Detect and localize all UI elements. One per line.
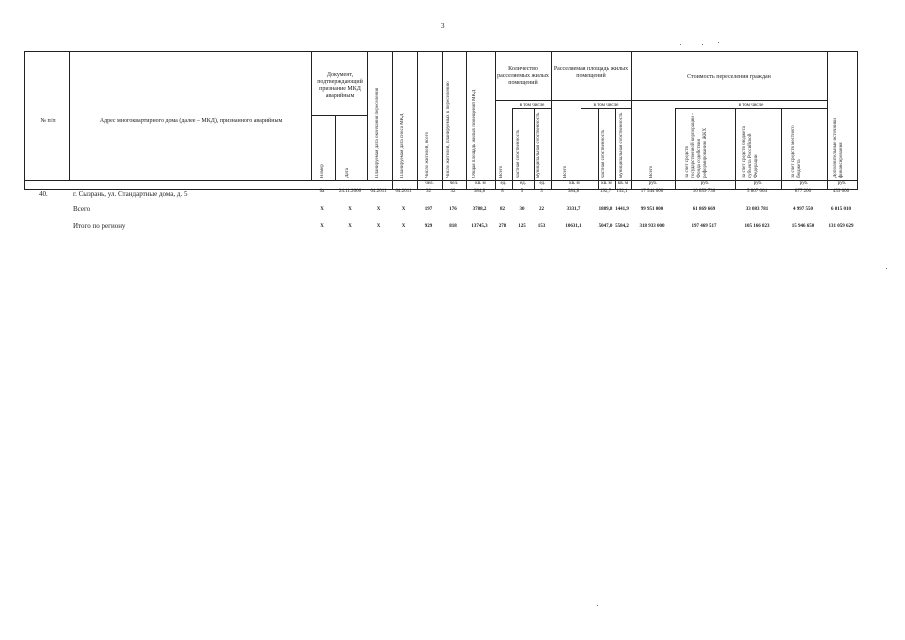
cost-local-header: за счет средств местного бюджета — [791, 125, 802, 178]
unit-cost-region: руб. — [753, 181, 763, 186]
doc-number-header: Номер — [320, 164, 325, 178]
row-address: Итого по региону — [73, 222, 126, 230]
row-res-planned: 818 — [449, 224, 457, 229]
row-area-total: 3331,7 — [566, 207, 581, 212]
document-group-header: Документ, подтверждающий признание МКД аварийным — [317, 72, 363, 99]
row-doc-date: X — [348, 207, 352, 212]
row-rooms-total: 8 — [501, 189, 504, 194]
row-rooms-private: 5 — [520, 189, 524, 194]
row-cost-fund: 61 869 669 — [692, 207, 716, 212]
unit-cost-additional: руб. — [837, 181, 847, 186]
row-area-private: 192,7 — [599, 189, 612, 194]
row-res-planned: 176 — [449, 207, 457, 212]
scan-speck — [680, 44, 681, 45]
row-doc-number: X — [320, 207, 324, 212]
unit-total-area: кв. м — [475, 181, 486, 186]
unit-cost-local: руб. — [799, 181, 809, 186]
row-area-total: 10631,1 — [565, 224, 582, 229]
row-res-total: 929 — [424, 224, 433, 229]
row-demolition: X — [401, 224, 406, 229]
unit-area-private: кв. м — [601, 181, 612, 186]
row-doc-number: 6а — [319, 189, 325, 194]
row-res-planned: 32 — [450, 189, 456, 194]
cost-fund-header: за счет средств государственной корпорации - Фонда содействия реформированию ЖКХ — [685, 113, 708, 178]
row-rooms-total: 82 — [500, 207, 505, 212]
row-resettle-end: X — [376, 207, 381, 212]
row-cost-fund: 197 469 517 — [691, 224, 717, 229]
row-area-mkd: 3788,2 — [472, 207, 487, 212]
cost-group-header: Стоимость переселения граждан — [687, 74, 771, 80]
area-including-header: в том числе — [593, 103, 619, 108]
rooms-municipal-header: муниципальная собственность — [536, 112, 541, 178]
row-demolition: 04.2011 — [395, 189, 412, 194]
table-row — [24, 190, 869, 200]
header-table — [24, 51, 858, 181]
row-cost-total: 318 933 000 — [639, 224, 665, 229]
row-number: 40. — [39, 190, 48, 198]
table-row-grand-total — [24, 222, 869, 232]
resettle-end-header: Планируемая дата окончания переселения — [375, 87, 380, 178]
row-rooms-total: 278 — [498, 224, 507, 229]
row-area-municipal: 5584,2 — [615, 224, 629, 229]
row-cost-local: 4 997 550 — [793, 207, 813, 212]
row-doc-number: X — [320, 224, 324, 229]
unit-area-municipal: кв. м — [617, 181, 629, 186]
row-demolition: X — [401, 207, 406, 212]
row-area-private: 5047,0 — [598, 224, 613, 229]
row-cost-local: 15 946 650 — [791, 224, 815, 229]
cost-additional-header: Дополнительные источники финансирования — [833, 118, 844, 178]
row-area-mkd: 13745,3 — [471, 224, 488, 229]
row-cost-local: 877 200 — [794, 189, 812, 194]
rooms-including-header: в том числе — [519, 103, 545, 108]
row-cost-fund: 10 859 736 — [692, 189, 716, 194]
scan-speck — [718, 42, 719, 43]
cost-including-header: в том числе — [738, 103, 764, 108]
scan-speck — [702, 44, 703, 45]
unit-rooms-municipal: ед. — [539, 181, 546, 186]
unit-residents-total: чел. — [425, 181, 434, 186]
row-cost-additional: 459 000 — [832, 189, 850, 194]
total-area-header: Общая площадь жилых помещений МКД — [472, 89, 477, 178]
unit-residents-planned: чел. — [449, 181, 459, 186]
col-address-header: Адрес многоквартирного дома (далее – МКД), признанного аварийным — [99, 118, 283, 124]
row-cost-total: 17 544 000 — [640, 189, 664, 194]
cost-total-header: Всего — [649, 165, 654, 178]
area-group-header: Расселяемая площадь жилых помещений — [553, 66, 629, 79]
row-area-total: 384,8 — [567, 189, 580, 194]
cost-region-header: за счет средств бюджета субъекта Российской Федерации — [742, 126, 759, 178]
row-area-private: 1889,8 — [598, 207, 613, 212]
row-cost-additional: 6 015 010 — [831, 207, 851, 212]
scan-speck — [597, 605, 598, 606]
row-doc-date: 24.11.2006 — [338, 189, 362, 194]
area-private-header: частная собственность — [601, 129, 606, 178]
rooms-total-header: Всего — [499, 165, 504, 178]
table-row-total — [24, 205, 869, 215]
row-resettle-end: 04.2011 — [370, 189, 387, 194]
row-cost-region: 5 807 064 — [747, 189, 767, 194]
row-cost-total: 99 951 000 — [640, 207, 664, 212]
row-address: Всего — [73, 205, 91, 213]
row-cost-region: 105 166 823 — [744, 224, 770, 229]
row-rooms-private: 30 — [519, 207, 525, 212]
page-number: 3 — [441, 22, 445, 30]
area-municipal-header: муниципальная собственность — [619, 112, 624, 178]
unit-cost-fund: руб. — [700, 181, 710, 186]
row-rooms-municipal: 153 — [537, 224, 546, 229]
row-area-mkd: 384,8 — [473, 189, 486, 194]
unit-rooms-total: ед. — [500, 181, 507, 186]
doc-date-header: Дата — [345, 168, 350, 178]
rooms-group-header: Количество расселяемых жилых помещений — [497, 66, 549, 86]
residents-planned-header: Число жителей, планируемых к переселению — [446, 81, 451, 178]
row-rooms-private: 125 — [518, 224, 526, 229]
demolition-header: Планируемая дата сноса МКД — [400, 113, 405, 178]
row-rooms-municipal: 22 — [539, 207, 544, 212]
row-resettle-end: X — [376, 224, 381, 229]
row-doc-date: X — [348, 224, 352, 229]
unit-rooms-private: ед. — [520, 181, 526, 186]
row-area-municipal: 1441,9 — [615, 207, 629, 212]
row-cost-additional: 131 059 629 — [828, 224, 854, 229]
col-num-header: № п/п — [40, 118, 56, 124]
unit-area-total: кв. м — [569, 181, 580, 186]
residents-total-header: Число жителей, всего — [425, 131, 430, 178]
row-res-total: 197 — [424, 207, 433, 212]
row-res-total: 32 — [426, 189, 431, 194]
scan-speck — [886, 268, 887, 269]
row-area-municipal: 192,1 — [616, 189, 628, 194]
area-total-header: Всего — [563, 165, 568, 178]
row-cost-region: 33 083 781 — [745, 207, 769, 212]
row-address: г. Сызрань, ул. Стандартные дома, д. 5 — [73, 190, 188, 198]
row-rooms-municipal: 3 — [540, 189, 543, 194]
unit-cost-total: руб. — [648, 181, 658, 186]
rooms-private-header: частная собственность — [516, 129, 521, 178]
